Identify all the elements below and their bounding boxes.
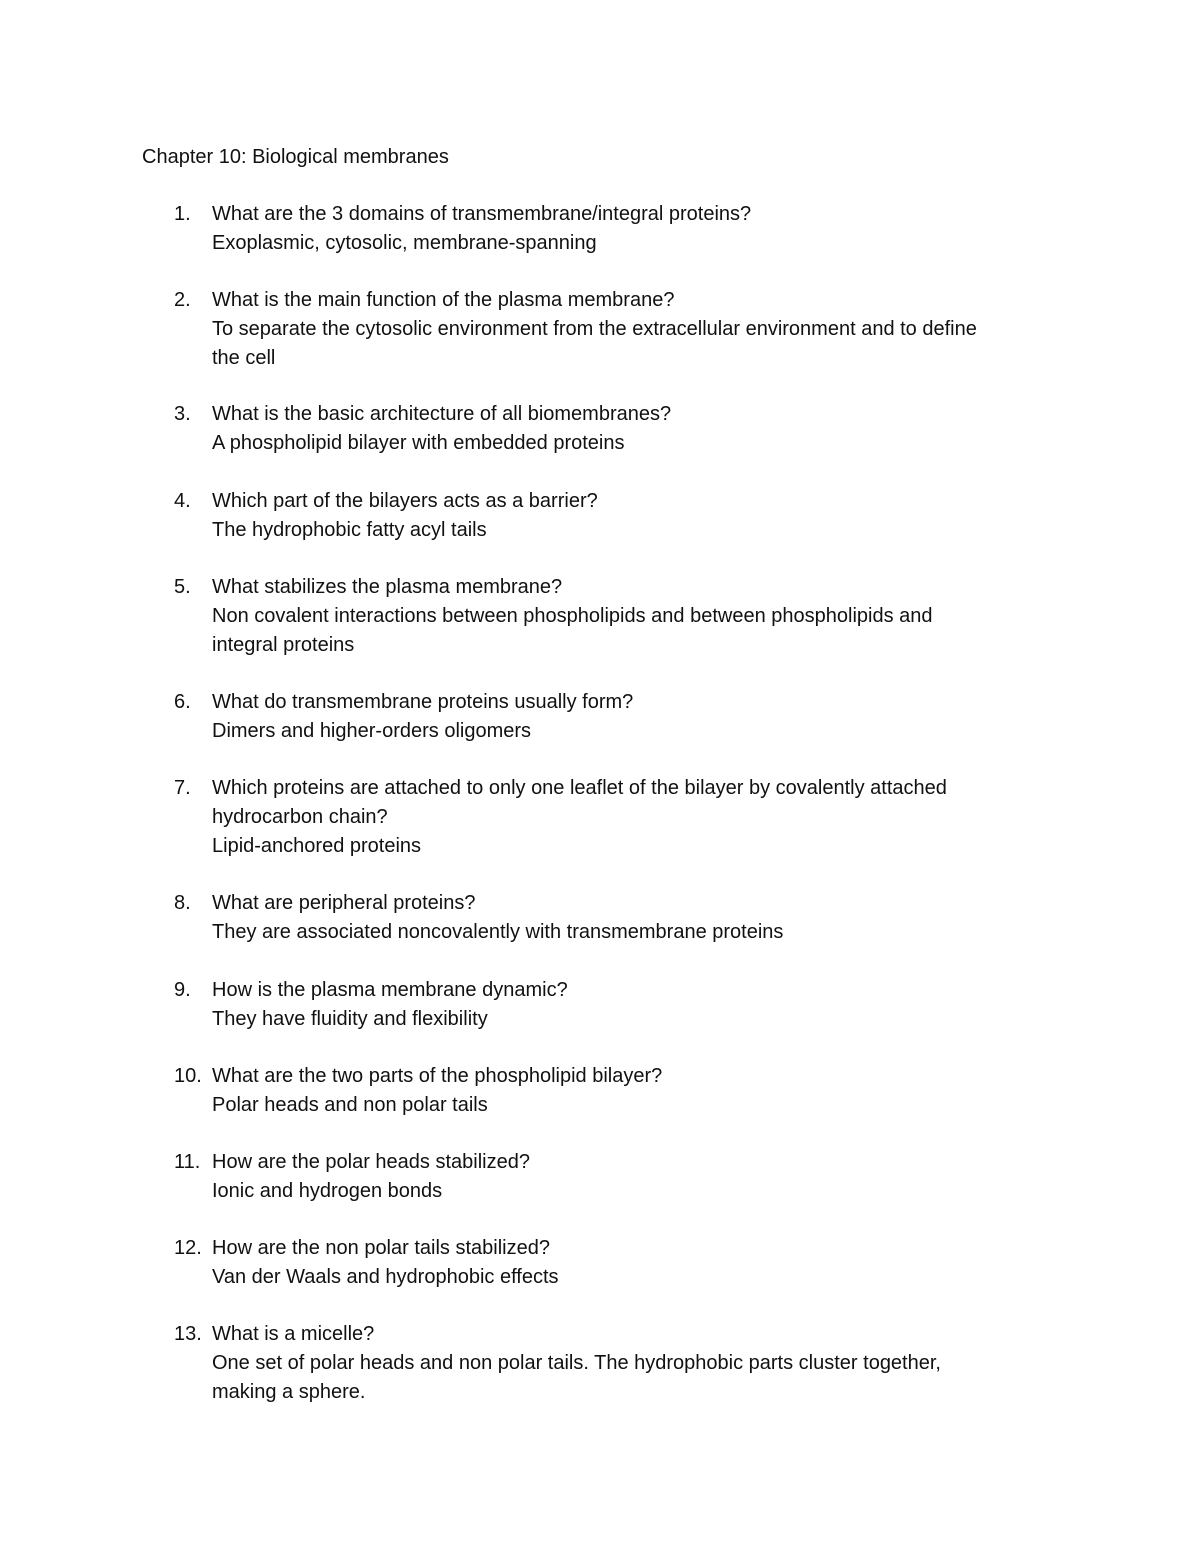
question-text-continued: hydrocarbon chain? (212, 806, 388, 828)
question-text: What stabilizes the plasma membrane? (212, 576, 563, 598)
item-number: 12. (174, 1237, 202, 1259)
answer-text: Exoplasmic, cytosolic, membrane-spanning (212, 232, 597, 254)
question-text: What are the two parts of the phospholipid bilayer? (212, 1065, 663, 1087)
question-text: How is the plasma membrane dynamic? (212, 979, 568, 1001)
question-text: What is the basic architecture of all biomembranes? (212, 403, 672, 425)
answer-text: Lipid-anchored proteins (212, 835, 422, 857)
item-number: 4. (174, 490, 191, 512)
answer-text: One set of polar heads and non polar tails. The hydrophobic parts cluster together, (212, 1352, 941, 1374)
answer-text: They have fluidity and flexibility (212, 1008, 488, 1030)
question-text: How are the non polar tails stabilized? (212, 1237, 550, 1259)
item-number: 7. (174, 777, 191, 799)
answer-text: Ionic and hydrogen bonds (212, 1180, 443, 1202)
question-text: Which part of the bilayers acts as a barrier? (212, 490, 598, 512)
answer-text: Non covalent interactions between phospholipids and between phospholipids and (212, 605, 933, 627)
answer-text: the cell (212, 347, 276, 369)
answer-text: Polar heads and non polar tails (212, 1094, 488, 1116)
item-number: 1. (174, 203, 191, 225)
answer-text: A phospholipid bilayer with embedded proteins (212, 432, 625, 454)
answer-text: Van der Waals and hydrophobic effects (212, 1266, 559, 1288)
question-text: What is the main function of the plasma membrane? (212, 289, 675, 311)
item-number: 2. (174, 289, 191, 311)
item-number: 5. (174, 576, 191, 598)
question-text: Which proteins are attached to only one leaflet of the bilayer by covalently attached (212, 777, 947, 799)
answer-text: making a sphere. (212, 1381, 366, 1403)
answer-text: The hydrophobic fatty acyl tails (212, 519, 487, 541)
item-number: 8. (174, 892, 191, 914)
item-number: 10. (174, 1065, 202, 1087)
item-number: 11. (174, 1151, 201, 1173)
document-title: Chapter 10: Biological membranes (142, 146, 449, 168)
question-text: What is a micelle? (212, 1323, 375, 1345)
item-number: 3. (174, 403, 191, 425)
question-text: What are the 3 domains of transmembrane/integral proteins? (212, 203, 752, 225)
answer-text: integral proteins (212, 634, 355, 656)
answer-text: To separate the cytosolic environment from the extracellular environment and to define (212, 318, 977, 340)
question-text: How are the polar heads stabilized? (212, 1151, 530, 1173)
answer-text: Dimers and higher-orders oligomers (212, 720, 532, 742)
item-number: 9. (174, 979, 191, 1001)
answer-text: They are associated noncovalently with transmembrane proteins (212, 921, 784, 943)
item-number: 6. (174, 691, 191, 713)
question-text: What do transmembrane proteins usually form? (212, 691, 634, 713)
item-number: 13. (174, 1323, 202, 1345)
question-text: What are peripheral proteins? (212, 892, 476, 914)
